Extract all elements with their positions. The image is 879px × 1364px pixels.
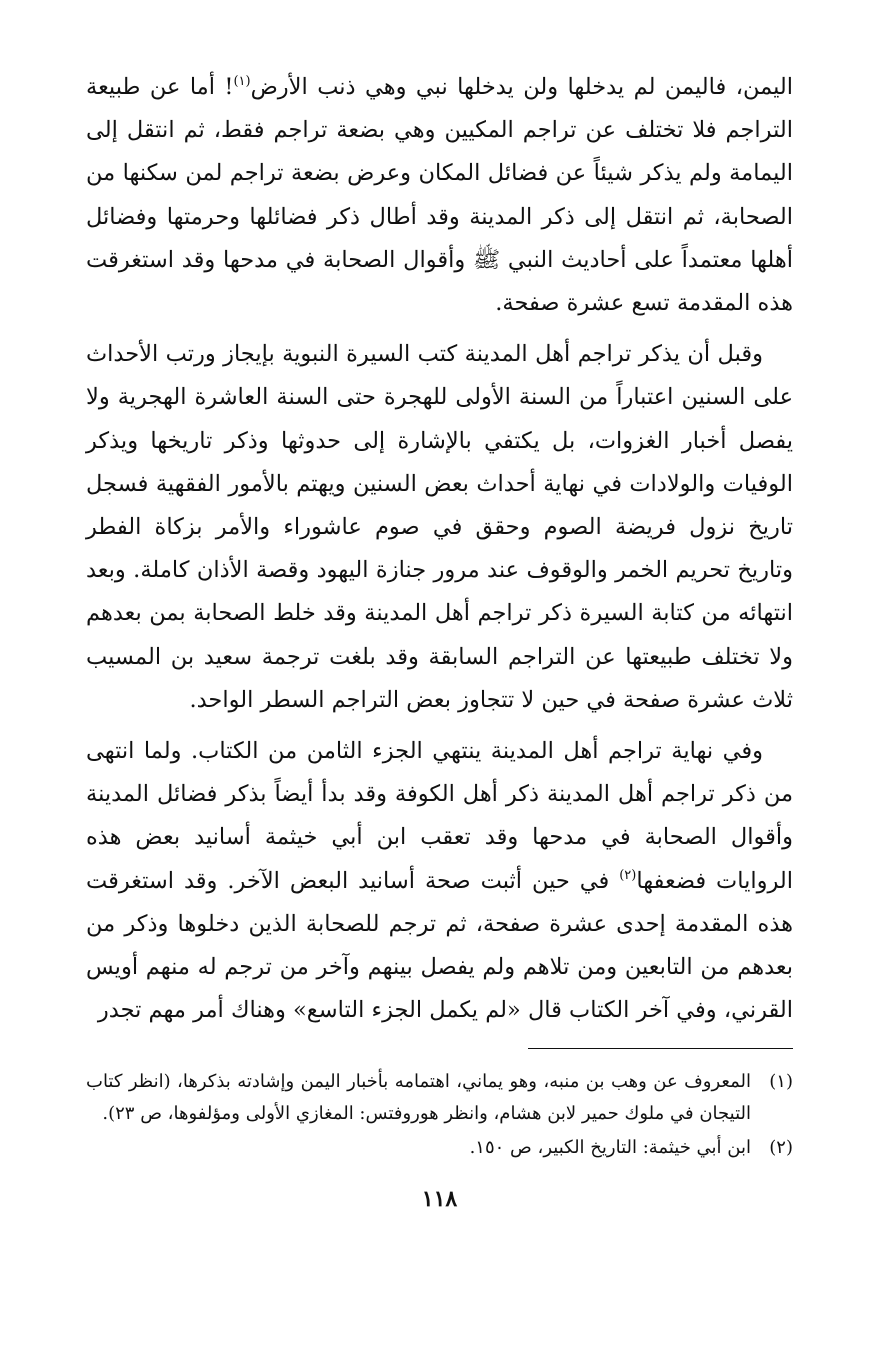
main-text bbox=[86, 66, 793, 1032]
footnote-1-text: المعروف عن وهب بن منبه، وهو يماني، اهتمامه بأخبار اليمن وإشادته بذكرها، (انظر كتاب التيجان في ملوك حمير لابن هشام، وانظر هوروفتس: المغازي الأولى ومؤلفوها، ص ٢٣). bbox=[86, 1071, 751, 1124]
paragraph-3-text-b: في حين أثبت صحة أسانيد البعض الآخر. وقد استغرقت هذه المقدمة إحدى عشرة صفحة، ثم ترجم للصحابة الذين دخلوها وذكر من بعدهم من التابعين ومن تلاهم ولم يفصل بينهم وآخر من ترجم له منهم أويس القرني، وفي آخر الكتاب قال «لم يكمل الجزء التاسع» وهناك أمر مهم تجدر bbox=[86, 867, 793, 1024]
footnote-ref-1: (١) bbox=[233, 74, 251, 89]
paragraph-1-text-a: اليمن، فاليمن لم يدخلها ولن يدخلها نبي وهي ذنب الأرض bbox=[250, 74, 793, 100]
paragraph-1-text-b: ! أما عن طبيعة التراجم فلا تختلف عن تراجم المكيين وهي بضعة تراجم فقط، ثم انتقل إلى اليمامة ولم يذكر شيئاً عن فضائل المكان وعرض بضعة تراجم لمن سكنها من الصحابة، ثم انتقل إلى ذكر المدينة وقد أطال ذكر فضائلها وحرمتها وفضائل أهلها معتمداً على أحاديث النبي ﷺ وأقوال الصحابة في مدحها وقد استغرقت هذه المقدمة تسع عشرة صفحة. bbox=[86, 74, 793, 317]
footnote-2-text: ابن أبي خيثمة: التاريخ الكبير، ص ١٥٠. bbox=[469, 1137, 751, 1158]
paragraph-3-text-a: وفي نهاية تراجم أهل المدينة ينتهي الجزء الثامن من الكتاب. ولما انتهى من ذكر تراجم أهل المدينة ذكر أهل الكوفة وقد بدأ أيضاً بذكر فضائل المدينة وأقوال الصحابة في مدحها وقد تعقب ابن أبي خيثمة أسانيد بعض هذه الروايات فضعفها bbox=[86, 738, 793, 894]
footnote-1-number: (١) bbox=[769, 1071, 793, 1092]
footnote-2 bbox=[86, 1132, 793, 1164]
paragraph-1 bbox=[86, 66, 793, 325]
page-number: ١١٨ bbox=[421, 1186, 458, 1212]
footnote-1 bbox=[86, 1066, 793, 1130]
footnote-separator bbox=[528, 1048, 793, 1049]
book-page bbox=[86, 66, 793, 1158]
footnotes bbox=[86, 1066, 793, 1164]
footnote-2-number: (٢) bbox=[769, 1137, 793, 1158]
paragraph-3 bbox=[86, 730, 793, 1032]
footnote-ref-2: (٢) bbox=[619, 867, 637, 883]
paragraph-2: وقبل أن يذكر تراجم أهل المدينة كتب السيرة النبوية بإيجاز ورتب الأحداث على السنين اعتباراً من السنة الأولى للهجرة حتى السنة العاشرة الهجرية ولا يفصل أخبار الغزوات، بل يكتفي بالإشارة إلى حدوثها وذكر تاريخها ويذكر الوفيات والولادات في نهاية أحداث بعض السنين ويهتم بالأمور الفقهية فسجل تاريخ نزول فريضة الصوم وحقق في صوم عاشوراء والأمر بزكاة الفطر وتاريخ تحريم الخمر والوقوف عند مرور جنازة اليهود وقصة الأذان كاملة. وبعد انتهائه من كتابة السيرة ذكر تراجم أهل المدينة وقد خلط الصحابة بمن بعدهم ولا تختلف طبيعتها عن التراجم السابقة وقد بلغت ترجمة سعيد بن المسيب ثلاث عشرة صفحة في حين لا تتجاوز بعض التراجم السطر الواحد. bbox=[86, 341, 793, 713]
